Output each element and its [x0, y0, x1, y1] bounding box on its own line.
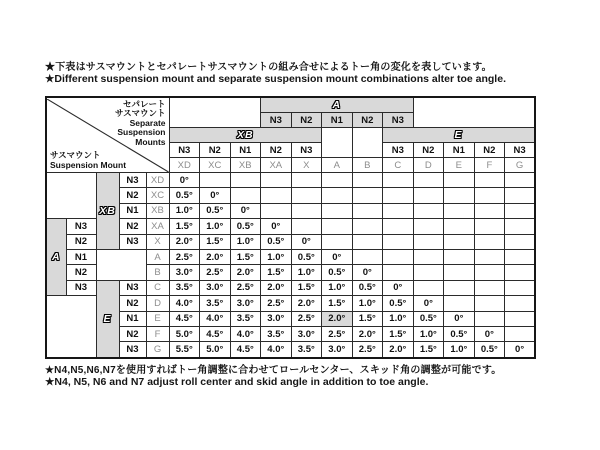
row-n-label: N3: [119, 173, 146, 188]
empty-value-cell: [474, 219, 505, 234]
toe-value-cell: 2.5°: [261, 296, 292, 311]
toe-value-cell: 0°: [474, 326, 505, 341]
col-n-label: N1: [444, 143, 475, 158]
col-n-label: N3: [505, 143, 536, 158]
toe-value-cell: 1.0°: [200, 219, 231, 234]
empty-value-cell: [352, 203, 383, 218]
row-key-a: A: [146, 249, 169, 264]
empty-value-cell: [505, 249, 536, 264]
col-key-b: B: [352, 158, 383, 173]
toe-value-cell: 4.0°: [200, 311, 231, 326]
col-n-label: N3: [261, 113, 292, 128]
toe-value-cell: 0°: [444, 311, 475, 326]
row-key-g: G: [146, 342, 169, 358]
toe-value-cell: 3.5°: [230, 311, 261, 326]
row-key-xb: XB: [146, 203, 169, 218]
empty-value-cell: [474, 234, 505, 249]
toe-value-cell: 0°: [383, 280, 414, 295]
toe-value-cell: 0°: [505, 342, 536, 358]
col-n-label: N1: [322, 113, 353, 128]
toe-value-cell: 0°: [352, 265, 383, 280]
empty-value-cell: [261, 203, 292, 218]
empty-value-cell: [352, 234, 383, 249]
col-key-xb: XB: [230, 158, 261, 173]
empty-value-cell: [383, 249, 414, 264]
empty-value-cell: [291, 219, 322, 234]
suspension-mount-label: サスマウント Suspension Mount: [50, 150, 127, 170]
empty-value-cell: [261, 188, 292, 203]
col-n-label: N2: [413, 143, 444, 158]
col-group-xb-label: XB: [169, 128, 322, 143]
row-n-label: N1: [66, 249, 96, 264]
col-n-label: N1: [230, 143, 261, 158]
toe-value-cell: 2.5°: [352, 342, 383, 358]
note-bottom-en: ★N4, N5, N6 and N7 adjust roll center and skid angle in addition to toe angle.: [45, 376, 429, 388]
note-top: [45, 58, 506, 85]
col-key-g: G: [505, 158, 536, 173]
col-key-a: A: [322, 158, 353, 173]
toe-value-cell: 0.5°: [169, 188, 200, 203]
empty-value-cell: [444, 219, 475, 234]
col-n-label: N3: [383, 113, 414, 128]
col-group-e-label: E: [383, 128, 536, 143]
toe-value-cell: 0°: [291, 234, 322, 249]
empty-value-cell: [444, 265, 475, 280]
toe-value-cell: 3.5°: [261, 326, 292, 341]
row-n-label: N2: [119, 296, 146, 311]
col-key-e: E: [444, 158, 475, 173]
empty-value-cell: [413, 173, 444, 188]
corner-cell: [46, 97, 169, 173]
empty-value-cell: [474, 265, 505, 280]
row-key-c: C: [146, 280, 169, 295]
empty-value-cell: [444, 234, 475, 249]
empty-value-cell: [505, 234, 536, 249]
empty-value-cell: [291, 188, 322, 203]
toe-value-cell: 1.5°: [261, 265, 292, 280]
toe-value-cell: 3.0°: [291, 326, 322, 341]
toe-value-cell: 0.5°: [200, 203, 231, 218]
toe-value-cell: 5.0°: [169, 326, 200, 341]
empty-value-cell: [474, 203, 505, 218]
toe-value-cell: 1.0°: [291, 265, 322, 280]
toe-value-cell: 2.0°: [291, 296, 322, 311]
toe-value-cell: 3.5°: [200, 296, 231, 311]
toe-value-cell: 2.0°: [169, 234, 200, 249]
toe-value-cell: 1.0°: [322, 280, 353, 295]
row-n-label: N2: [119, 326, 146, 341]
toe-value-cell: 5.5°: [169, 342, 200, 358]
empty-value-cell: [413, 265, 444, 280]
empty-value-cell: [413, 219, 444, 234]
row-n-label: N3: [66, 280, 96, 295]
toe-value-cell: 1.5°: [383, 326, 414, 341]
toe-value-cell: 3.5°: [169, 280, 200, 295]
toe-value-cell: 2.5°: [169, 249, 200, 264]
empty-value-cell: [383, 219, 414, 234]
empty-value-cell: [413, 203, 444, 218]
empty-header-cell: [413, 97, 535, 128]
col-n-label: N2: [261, 143, 292, 158]
toe-value-cell: 5.0°: [200, 342, 231, 358]
toe-value-cell: 3.0°: [322, 342, 353, 358]
toe-value-cell: 1.0°: [352, 296, 383, 311]
empty-value-cell: [413, 249, 444, 264]
empty-value-cell: [413, 188, 444, 203]
empty-value-cell: [261, 173, 292, 188]
empty-value-cell: [444, 173, 475, 188]
toe-value-cell: 0.5°: [261, 234, 292, 249]
empty-value-cell: [352, 173, 383, 188]
toe-value-cell: 0°: [261, 219, 292, 234]
toe-value-cell: 1.0°: [413, 326, 444, 341]
row-n-label: N3: [119, 280, 146, 295]
toe-value-cell: 0.5°: [474, 342, 505, 358]
separate-suspension-mounts-label: セパレート サスマウント Separate Suspension Mounts: [115, 98, 166, 147]
toe-value-cell: 0°: [200, 188, 231, 203]
row-key-e: E: [146, 311, 169, 326]
col-key-x: X: [291, 158, 322, 173]
toe-value-cell: 0°: [169, 173, 200, 188]
empty-left-cell: [46, 296, 96, 358]
empty-value-cell: [505, 203, 536, 218]
empty-value-cell: [291, 203, 322, 218]
row-key-xa: XA: [146, 219, 169, 234]
toe-value-cell: 2.0°: [261, 280, 292, 295]
toe-value-cell: 1.0°: [261, 249, 292, 264]
toe-value-cell: 1.0°: [383, 311, 414, 326]
toe-value-cell: 0.5°: [383, 296, 414, 311]
toe-value-cell: 1.5°: [200, 234, 231, 249]
row-n-label: N1: [119, 203, 146, 218]
empty-header-cell: [169, 97, 261, 128]
row-key-xd: XD: [146, 173, 169, 188]
col-key-f: F: [474, 158, 505, 173]
empty-value-cell: [505, 188, 536, 203]
toe-value-cell: 2.5°: [291, 311, 322, 326]
toe-value-cell: 4.0°: [169, 296, 200, 311]
empty-value-cell: [352, 249, 383, 264]
empty-value-cell: [444, 249, 475, 264]
row-key-f: F: [146, 326, 169, 341]
col-group-a-label: A: [261, 97, 414, 113]
toe-value-cell: 1.5°: [413, 342, 444, 358]
toe-value-cell: 2.0°: [352, 326, 383, 341]
toe-value-cell: 1.0°: [169, 203, 200, 218]
row-n-label: N2: [119, 219, 146, 234]
empty-value-cell: [322, 234, 353, 249]
row-n-label: N1: [119, 311, 146, 326]
toe-value-cell: 4.5°: [169, 311, 200, 326]
empty-value-cell: [383, 234, 414, 249]
toe-value-cell: 3.5°: [291, 342, 322, 358]
empty-value-cell: [383, 188, 414, 203]
empty-value-cell: [505, 173, 536, 188]
empty-value-cell: [383, 173, 414, 188]
empty-value-cell: [230, 188, 261, 203]
note-bottom: [45, 361, 501, 388]
row-key-d: D: [146, 296, 169, 311]
toe-value-cell: 0.5°: [230, 219, 261, 234]
toe-value-cell: 4.0°: [261, 342, 292, 358]
empty-value-cell: [505, 265, 536, 280]
col-n-label: N3: [291, 143, 322, 158]
toe-value-cell: 0.5°: [413, 311, 444, 326]
row-n-label: N2: [66, 265, 96, 280]
empty-value-cell: [200, 173, 231, 188]
empty-value-cell: [322, 188, 353, 203]
toe-value-cell: 3.0°: [261, 311, 292, 326]
row-n-label: N2: [119, 188, 146, 203]
empty-value-cell: [352, 188, 383, 203]
col-key-xc: XC: [200, 158, 231, 173]
note-bottom-jp: ★N4,N5,N6,N7を使用すればトー角調整に合わせてロールセンター、スキッド角の調整が可能です。: [45, 365, 502, 376]
empty-left-cell: [96, 249, 146, 280]
empty-value-cell: [413, 234, 444, 249]
row-key-x: X: [146, 234, 169, 249]
toe-value-cell: 1.5°: [291, 280, 322, 295]
toe-value-cell: 2.0°: [230, 265, 261, 280]
empty-value-cell: [383, 265, 414, 280]
toe-value-cell: 0.5°: [352, 280, 383, 295]
toe-value-cell: 1.5°: [230, 249, 261, 264]
col-key-xa: XA: [261, 158, 292, 173]
row-n-label: N3: [119, 234, 146, 249]
toe-value-cell: 0°: [413, 296, 444, 311]
empty-value-cell: [322, 219, 353, 234]
toe-value-cell: 3.0°: [230, 296, 261, 311]
empty-value-cell: [505, 311, 536, 326]
col-n-label: N2: [291, 113, 322, 128]
empty-value-cell: [322, 203, 353, 218]
toe-value-cell: 1.5°: [352, 311, 383, 326]
empty-value-cell: [352, 219, 383, 234]
toe-value-cell: 4.0°: [230, 326, 261, 341]
toe-value-cell: 3.0°: [200, 280, 231, 295]
toe-value-cell: 2.0°: [200, 249, 231, 264]
note-top-en: ★Different suspension mount and separate suspension mount combinations alter toe angle.: [45, 73, 506, 85]
empty-value-cell: [505, 280, 536, 295]
toe-value-cell: 2.5°: [230, 280, 261, 295]
row-n-label: N3: [119, 342, 146, 358]
col-key-xd: XD: [169, 158, 200, 173]
toe-value-cell: 4.5°: [230, 342, 261, 358]
empty-value-cell: [230, 173, 261, 188]
row-group-a-label: A: [46, 219, 66, 296]
row-n-label: N2: [66, 234, 96, 249]
empty-left-cell: [46, 173, 96, 219]
empty-value-cell: [474, 188, 505, 203]
empty-value-cell: [505, 296, 536, 311]
empty-value-cell: [291, 173, 322, 188]
empty-value-cell: [505, 326, 536, 341]
col-n-label: N2: [200, 143, 231, 158]
highlighted-toe-value-cell: 2.0°: [322, 311, 353, 326]
empty-value-cell: [474, 311, 505, 326]
empty-header-cell: [322, 128, 353, 158]
empty-value-cell: [413, 280, 444, 295]
empty-header-cell: [352, 128, 383, 158]
empty-value-cell: [474, 296, 505, 311]
toe-value-cell: 1.0°: [444, 342, 475, 358]
col-n-label: N3: [383, 143, 414, 158]
col-n-label: N2: [474, 143, 505, 158]
col-key-c: C: [383, 158, 414, 173]
toe-value-cell: 2.5°: [322, 326, 353, 341]
note-top-jp: ★下表はサスマウントとセパレートサスマウントの組み合せによるトー角の変化を表しています。: [45, 62, 492, 73]
col-n-label: N2: [352, 113, 383, 128]
row-group-e-label: E: [96, 280, 119, 357]
row-n-label: N3: [66, 219, 96, 234]
empty-value-cell: [474, 173, 505, 188]
toe-value-cell: 2.5°: [200, 265, 231, 280]
empty-value-cell: [444, 280, 475, 295]
empty-value-cell: [474, 280, 505, 295]
toe-value-cell: 0.5°: [322, 265, 353, 280]
toe-value-cell: 1.5°: [169, 219, 200, 234]
toe-value-cell: 1.0°: [230, 234, 261, 249]
toe-value-cell: 0.5°: [444, 326, 475, 341]
toe-value-cell: 0.5°: [291, 249, 322, 264]
toe-value-cell: 0°: [230, 203, 261, 218]
col-key-d: D: [413, 158, 444, 173]
empty-value-cell: [444, 188, 475, 203]
toe-angle-table: [45, 96, 536, 359]
empty-value-cell: [444, 296, 475, 311]
col-n-label: N3: [169, 143, 200, 158]
empty-value-cell: [444, 203, 475, 218]
row-group-xb-label: XB: [96, 173, 119, 250]
empty-value-cell: [322, 173, 353, 188]
empty-value-cell: [505, 219, 536, 234]
empty-value-cell: [383, 203, 414, 218]
toe-value-cell: 2.0°: [383, 342, 414, 358]
toe-value-cell: 1.5°: [322, 296, 353, 311]
toe-value-cell: 4.5°: [200, 326, 231, 341]
row-key-b: B: [146, 265, 169, 280]
toe-value-cell: 0°: [322, 249, 353, 264]
row-key-xc: XC: [146, 188, 169, 203]
toe-value-cell: 3.0°: [169, 265, 200, 280]
empty-value-cell: [474, 249, 505, 264]
